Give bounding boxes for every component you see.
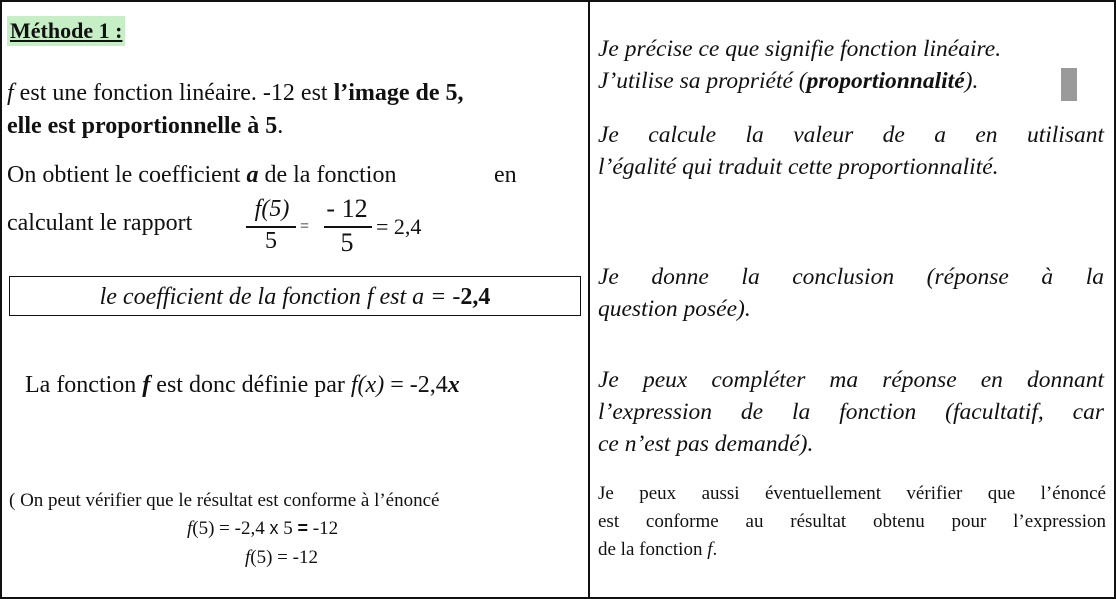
coefficient-sentence: [7, 162, 396, 189]
coef-text-a: On obtient le coefficient: [7, 162, 247, 188]
f-symbol: f: [7, 80, 14, 106]
def-text-b: est donc définie par: [150, 372, 351, 398]
note-3-line-2: question posée).: [598, 296, 751, 322]
fraction-1-denominator: 5: [265, 228, 277, 254]
note-4-line-2: l’expression de la fonction (facultatif, car: [598, 399, 1104, 425]
line1-text: est une fonction linéaire. -12 est: [13, 80, 334, 106]
period: .: [277, 113, 284, 139]
column-divider: [588, 0, 590, 599]
def-text-c: = -2,4: [384, 372, 448, 398]
def-f-symbol: f: [142, 372, 151, 398]
equals-1: =: [300, 218, 310, 235]
def-text-a: La fonction: [25, 372, 143, 398]
coef-text-b: de la fonction: [258, 162, 397, 188]
text-cursor: [1061, 68, 1077, 101]
def-x-symbol: x: [447, 372, 460, 398]
note-4-line-1: Je peux compléter ma réponse en donnant: [598, 367, 1104, 393]
conclusion-text: le coefficient de la fonction f est a = -: [99, 284, 461, 310]
note-1-line-2: [598, 68, 978, 95]
note5-period: .: [712, 539, 718, 560]
note1-proportionnalite: proportionnalité: [806, 68, 965, 94]
coef-en: en: [494, 162, 517, 188]
verification-line-1: ( On peut vérifier que le résultat est conforme à l’énoncé: [9, 490, 440, 511]
check-f: f: [187, 518, 193, 539]
check3-text: (5) = -12: [250, 547, 318, 568]
definition-line-1: [7, 80, 464, 107]
note-1-line-1: Je précise ce que signifie fonction linéaire.: [598, 36, 1002, 62]
image-of-5: l’image de 5,: [333, 80, 464, 106]
a-symbol: a: [246, 162, 259, 188]
proportional-to-5: elle est proportionnelle à 5: [7, 113, 278, 139]
verification-line-2: [187, 518, 338, 540]
verification-line-3: [245, 547, 318, 569]
definition-line-2: [7, 113, 283, 140]
method-heading: Méthode 1 :: [7, 16, 125, 46]
note-2-line-2: l’égalité qui traduit cette proportionnalité.: [598, 154, 999, 180]
note5-text-a: de la fonction: [598, 539, 708, 560]
note-5-line-2: est conforme au résultat obtenu pour l’expression: [598, 511, 1106, 532]
note-5-line-3: [598, 539, 717, 561]
fraction-2-numerator: - 12: [326, 194, 368, 223]
check3-f: f: [245, 547, 251, 568]
note1-text-a: J’utilise sa propriété (: [598, 68, 807, 94]
times-symbol: x: [269, 518, 279, 538]
check-text-b: 5: [278, 518, 298, 539]
check-text-c: -12: [308, 518, 339, 539]
fraction-2-denominator: 5: [340, 228, 354, 257]
note5-f: f: [707, 539, 713, 560]
fraction-1-numerator: f(5): [254, 196, 290, 222]
check-equals: =: [297, 518, 308, 538]
note-2-line-1: Je calcule la valeur de a en utilisant: [598, 122, 1104, 148]
equals-result: = 2,4: [376, 214, 422, 239]
note-3-line-1: Je donne la conclusion (réponse à la: [598, 264, 1104, 290]
note1-text-c: ).: [964, 68, 979, 94]
function-definition: [25, 372, 460, 399]
note-4-line-3: ce n’est pas demandé).: [598, 431, 814, 457]
def-fx: f(x): [350, 372, 385, 398]
conclusion-value: 2,4: [460, 284, 491, 310]
check-text-a: (5) = -2,4: [192, 518, 270, 539]
ratio-label: calculant le rapport: [7, 210, 193, 236]
coefficient-conclusion-box: [9, 276, 581, 316]
note-5-line-1: Je peux aussi éventuellement vérifier que l’énoncé: [598, 483, 1106, 504]
